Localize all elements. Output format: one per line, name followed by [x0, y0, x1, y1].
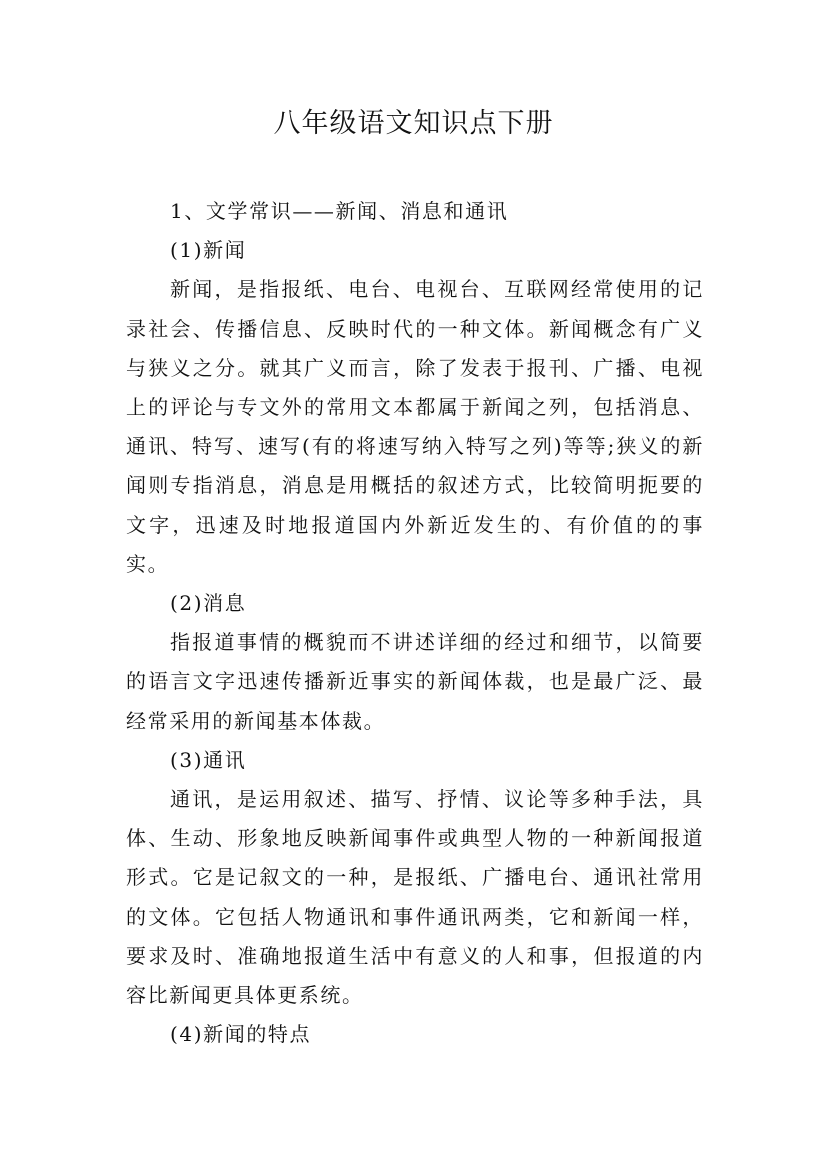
- subheading-correspondence: (3)通讯: [170, 747, 247, 772]
- subheading-news-features: (4)新闻的特点: [170, 1022, 312, 1047]
- subheading-news: (1)新闻: [170, 238, 247, 263]
- paragraph-message-definition: 指报道事情的概貌而不讲述详细的经过和细节，以简要的语言文字迅速传播新近事实的新闻体裁，也是最广泛、最经常采用的新闻基本体裁。: [126, 630, 704, 733]
- paragraph-correspondence-definition: 通讯，是运用叙述、描写、抒情、议论等多种手法，具体、生动、形象地反映新闻事件或典型人物的一种新闻报道形式。它是记叙文的一种，是报纸、广播电台、通讯社常用的文体。它包括人物通讯和事件通讯两类，它和新闻一样，要求及时、准确地报道生活中有意义的人和事，但报道的内容比新闻更具体更系统。: [126, 787, 704, 1008]
- paragraph-news-definition: 新闻，是指报纸、电台、电视台、互联网经常使用的记录社会、传播信息、反映时代的一种文体。新闻概念有广义与狭义之分。就其广义而言，除了发表于报刊、广播、电视上的评论与专文外的常用文本都属于新闻之列，包括消息、通讯、特写、速写(有的将速写纳入特写之列)等等;狭义的新闻则专指消息，消息是用概括的叙述方式，比较简明扼要的文字，迅速及时地报道国内外新近发生的、有价值的的事实。: [126, 277, 704, 576]
- document-body: [126, 192, 704, 1054]
- heading-literary-knowledge: 1、文学常识——新闻、消息和通讯: [170, 199, 509, 223]
- subheading-message: (2)消息: [170, 591, 247, 616]
- document-title: 八年级语文知识点下册: [273, 108, 554, 139]
